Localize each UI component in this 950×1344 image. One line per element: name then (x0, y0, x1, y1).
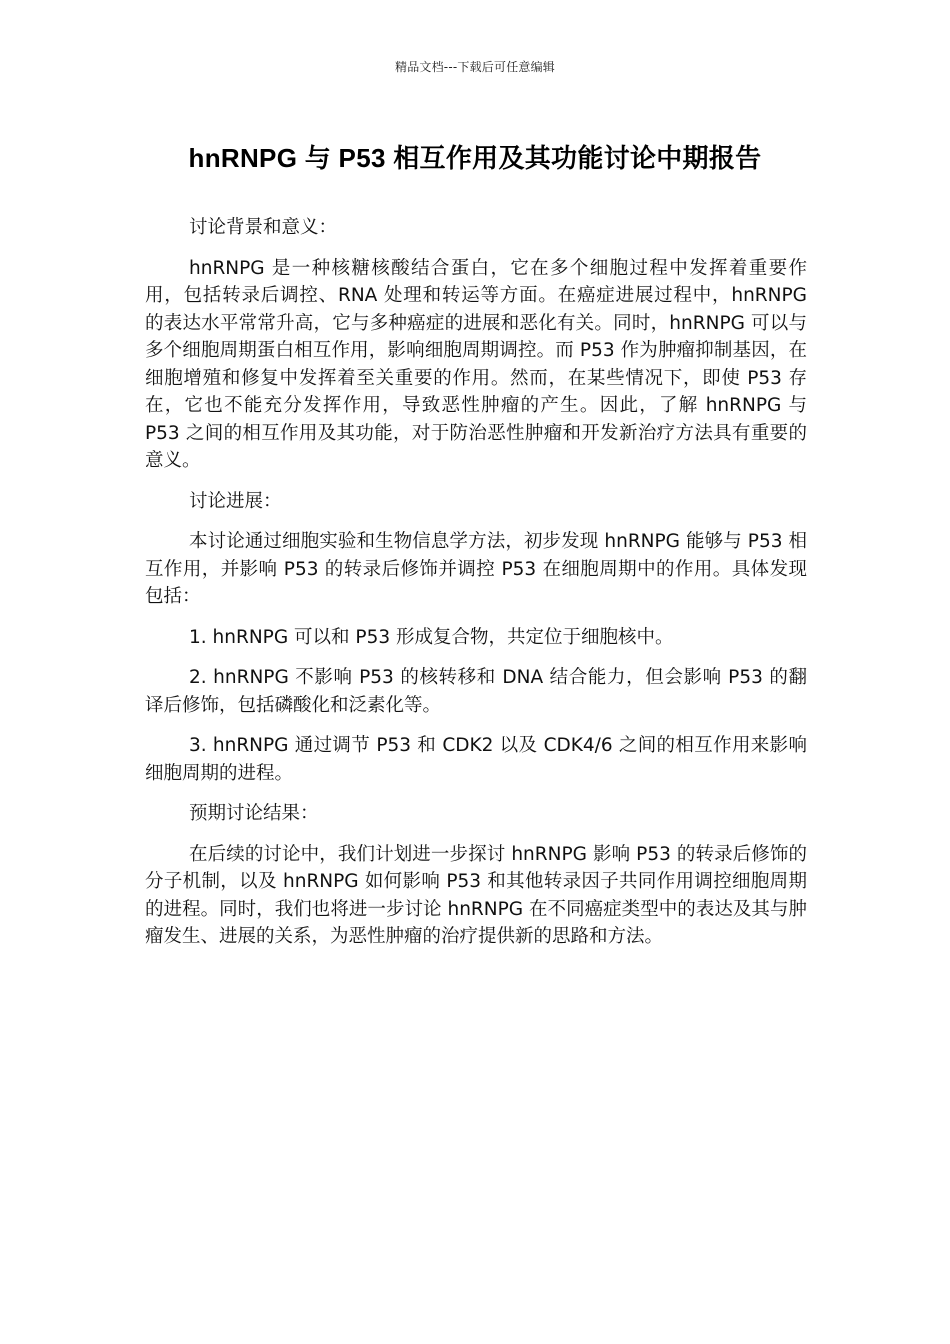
background-paragraph: hnRNPG 是一种核糖核酸结合蛋白，它在多个细胞过程中发挥着重要作用，包括转录后调控、RNA 处理和转运等方面。在癌症进展过程中，hnRNPG 的表达水平常常升高，它与多种癌症的进展和恶化有关。同时，hnRNPG 可以与多个细胞周期蛋白相互作用，影响细胞周期调控。而 P53 作为肿瘤抑制基因，在细胞增殖和修复中发挥着至关重要的作用。然而，在某些情况下，即使 P53 存在，它也不能充分发挥作用，导致恶性肿瘤的产生。因此，了解 hnRNPG 与 P53 之间的相互作用及其功能，对于防治恶性肿瘤和开发新治疗方法具有重要的意义。 (145, 257, 807, 471)
finding-item: 2. hnRNPG 不影响 P53 的核转移和 DNA 结合能力，但会影响 P53 的翻译后修饰，包括磷酸化和泛素化等。 (145, 667, 807, 716)
header-note: 精品文档---下载后可任意编辑 (395, 60, 555, 74)
expected-results-paragraph: 在后续的讨论中，我们计划进一步探讨 hnRNPG 影响 P53 的转录后修饰的分子机制，以及 hnRNPG 如何影响 P53 和其他转录因子共同作用调控细胞周期的进程。同时，我们也将进一步讨论 hnRNPG 在不同癌症类型中的表达及其与肿瘤发生、进展的关系，为恶性肿瘤的治疗提供新的思路和方法。 (145, 843, 807, 947)
expected-results-heading: 预期讨论结果： (189, 803, 319, 824)
document-body (145, 214, 807, 964)
finding-item: 3. hnRNPG 通过调节 P53 和 CDK2 以及 CDK4/6 之间的相互作用来影响细胞周期的进程。 (145, 735, 807, 784)
document-title: hnRNPG 与 P53 相互作用及其功能讨论中期报告 (188, 143, 762, 173)
progress-heading: 讨论进展： (189, 490, 282, 512)
background-heading: 讨论背景和意义： (189, 217, 338, 238)
finding-item: 1. hnRNPG 可以和 P53 形成复合物，共定位于细胞核中。 (189, 626, 674, 648)
progress-paragraph: 本讨论通过细胞实验和生物信息学方法，初步发现 hnRNPG 能够与 P53 相互作用，并影响 P53 的转录后修饰并调控 P53 在细胞周期中的作用。具体发现包括： (145, 531, 807, 607)
